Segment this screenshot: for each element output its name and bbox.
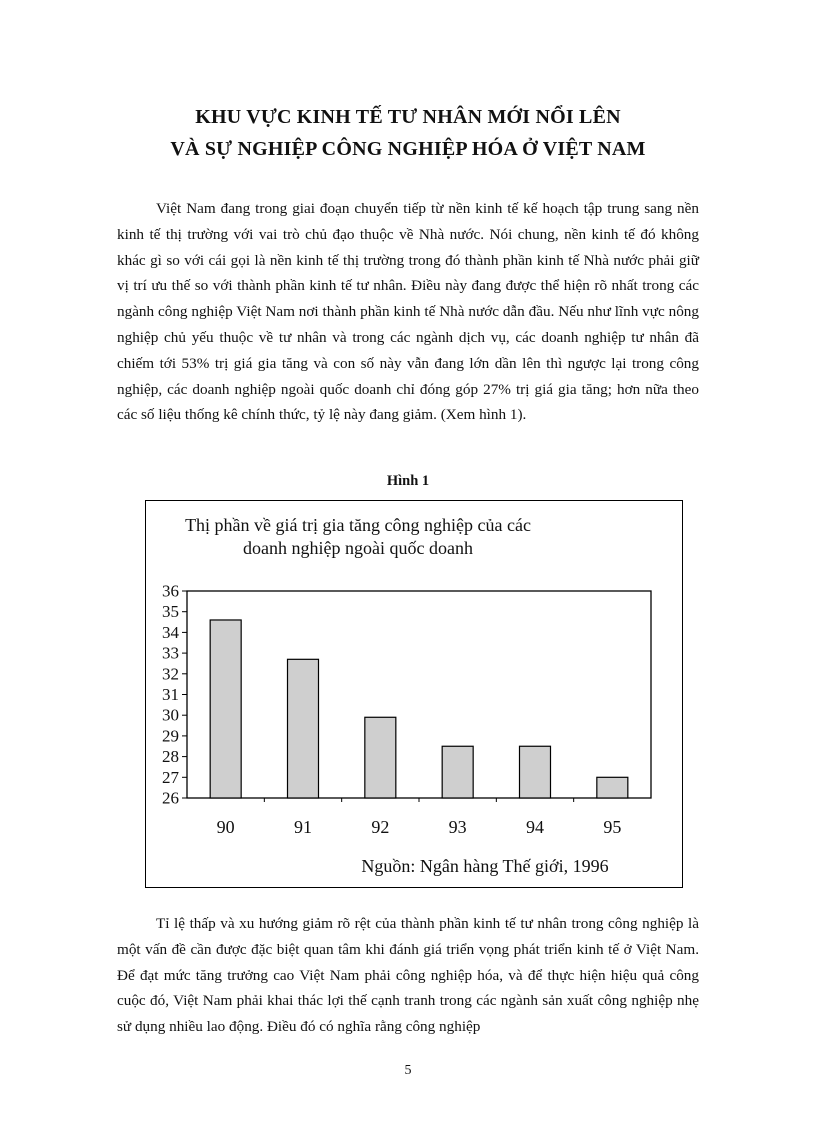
bar bbox=[288, 659, 319, 798]
bar bbox=[442, 746, 473, 798]
y-tick-label: 26 bbox=[162, 788, 179, 808]
body-paragraph: Tỉ lệ thấp và xu hướng giảm rõ rệt của thành phần kinh tế tư nhân trong công nghiệp là một vấn đề cần được đặc biệt quan tâm khi đánh giá triển vọng phát triển kinh tế ở Việt Nam. Để đạt mức tăng trưởng cao Việt Nam phải công nghiệp hóa, và để thực hiện hiệu quả công cuộc đó, Việt Nam phải khai thác lợi thế cạnh tranh trong các ngành sản xuất công nghiệp nhẹ sử dụng nhiều lao động. Điều đó có nghĩa rằng công nghiệp bbox=[117, 915, 699, 1036]
y-tick-label: 36 bbox=[162, 581, 179, 601]
bar bbox=[597, 777, 628, 798]
x-category-label: 93 bbox=[448, 817, 467, 837]
document-title-line-2: VÀ SỰ NGHIỆP CÔNG NGHIỆP HÓA Ở VIỆT NAM bbox=[170, 138, 646, 160]
y-tick-label: 28 bbox=[162, 747, 179, 767]
y-tick-label: 27 bbox=[162, 767, 179, 787]
x-category-label: 95 bbox=[603, 817, 622, 837]
plot-border bbox=[187, 591, 651, 798]
y-tick-label: 30 bbox=[162, 705, 179, 725]
bar-chart bbox=[146, 501, 682, 887]
y-tick-label: 29 bbox=[162, 726, 179, 746]
x-category-label: 92 bbox=[371, 817, 390, 837]
chart-source-note: Nguồn: Ngân hàng Thế giới, 1996 bbox=[361, 856, 609, 876]
bar bbox=[520, 746, 551, 798]
chart-title-line-2: doanh nghiệp ngoài quốc doanh bbox=[243, 538, 473, 558]
x-category-label: 90 bbox=[216, 817, 235, 837]
intro-paragraph: Việt Nam đang trong giai đoạn chuyển tiếp từ nền kinh tế kế hoạch tập trung sang nền kinh tế thị trường với vai trò chủ đạo thuộc về Nhà nước. Nói chung, nền kinh tế đó không khác gì so với cái gọi là nền kinh tế thị trường trong đó thành phần kinh tế Nhà nước phải giữ vị trí ưu thế so với thành phần kinh tế tư nhân. Điều này đang được thể hiện rõ nhất trong các ngành công nghiệp Việt Nam nơi thành phần kinh tế Nhà nước dẫn đầu. Nếu như lĩnh vực nông nghiệp chủ yếu thuộc về tư nhân và trong các ngành dịch vụ, các doanh nghiệp tư nhân đã chiếm tới 53% trị giá gia tăng và con số này vẫn đang lớn dần lên thì ngược lại trong công nghiệp, các doanh nghiệp ngoài quốc doanh chỉ đóng góp 27% trị giá gia tăng; hơn nữa theo các số liệu thống kê chính thức, tỷ lệ này đang giảm. (Xem hình 1). bbox=[117, 200, 699, 424]
chart-frame bbox=[145, 500, 683, 888]
figure-label: Hình 1 bbox=[386, 473, 430, 489]
y-tick-label: 32 bbox=[162, 664, 179, 684]
document-title-line-1: KHU VỰC KINH TẾ TƯ NHÂN MỚI NỔI LÊN bbox=[195, 106, 621, 128]
page-number: 5 bbox=[404, 1063, 412, 1078]
y-tick-label: 34 bbox=[162, 622, 179, 642]
x-category-label: 91 bbox=[294, 817, 312, 837]
x-category-label: 94 bbox=[526, 817, 544, 837]
y-tick-label: 33 bbox=[162, 643, 179, 663]
bar bbox=[210, 620, 241, 798]
bar bbox=[365, 717, 396, 798]
y-tick-label: 35 bbox=[162, 602, 179, 622]
y-tick-label: 31 bbox=[162, 685, 179, 704]
chart-title-line-1: Thị phần về giá trị gia tăng công nghiệp của các bbox=[185, 515, 531, 535]
